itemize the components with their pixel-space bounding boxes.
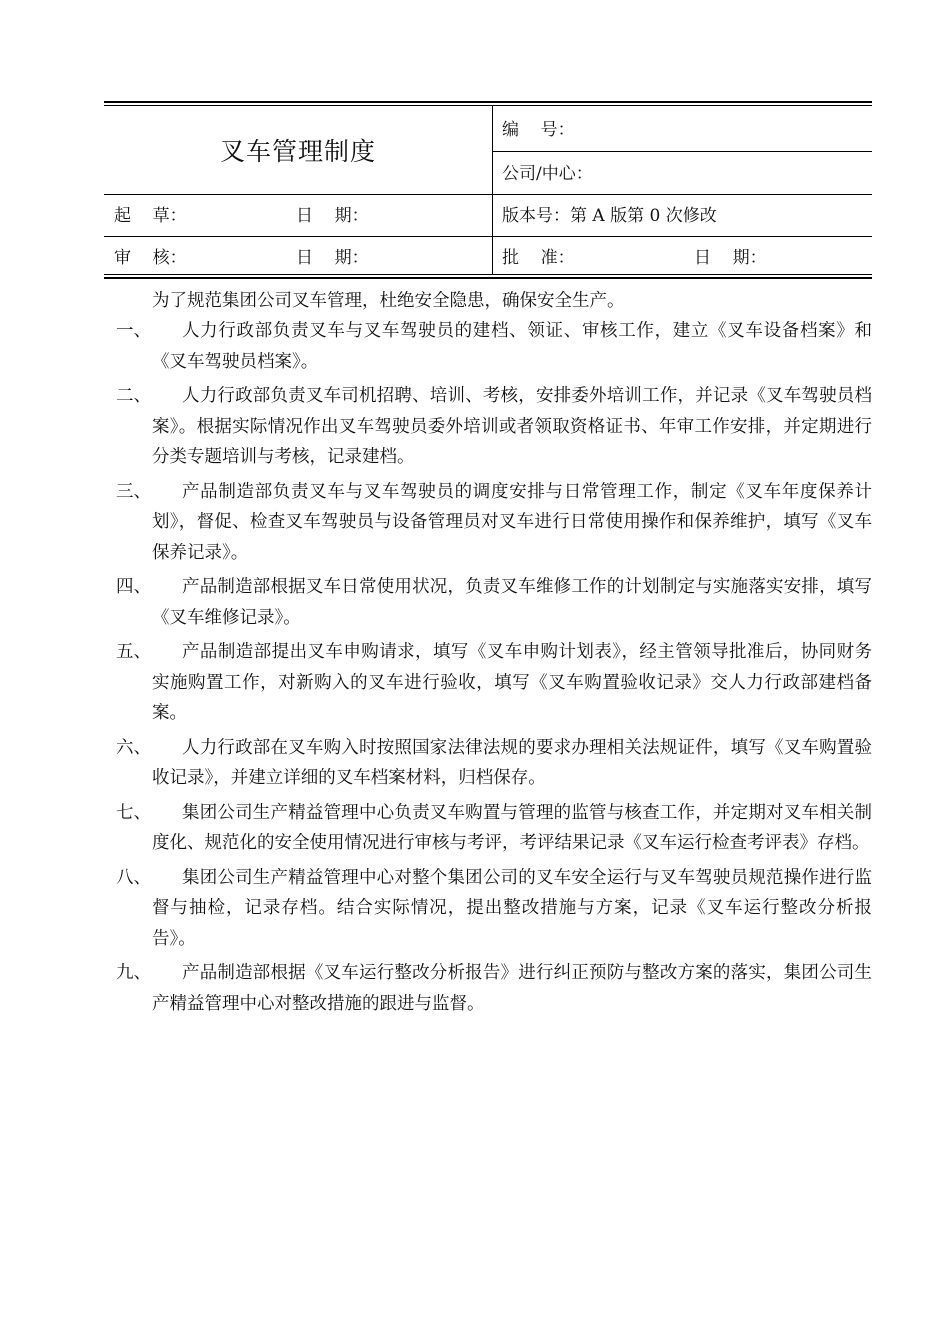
clause-item — [104, 637, 872, 729]
clause-number: 一、 — [116, 321, 151, 341]
clause-number: 八、 — [116, 867, 151, 888]
clause-number: 六、 — [116, 737, 151, 758]
clause-list — [104, 316, 872, 1023]
clause-number: 二、 — [116, 386, 151, 406]
clause-text: 产品制造部根据《叉车运行整改分析报告》进行纠正预防与整改方案的落实，集团公司生产精益管理中心对整改措施的跟进与监督。 — [152, 963, 872, 1014]
clause-item — [104, 316, 872, 377]
clause-item — [104, 572, 872, 633]
document-title: 叉车管理制度 — [219, 137, 376, 166]
clause-text: 集团公司生产精益管理中心负责叉车购置与管理的监管与核查工作，并定期对叉车相关制度化、规范化的安全使用情况进行审核与考评，考评结果记录《叉车运行检查考评表》存档。 — [152, 802, 872, 853]
review-label: 审 核： — [114, 248, 187, 268]
clause-text: 产品制造部负责叉车与叉车驾驶员的调度安排与日常管理工作，制定《叉车年度保养计划》，督促、检查叉车驾驶员与设备管理员对叉车进行日常使用操作和保养维护，填写《叉车保养记录》。 — [152, 481, 872, 563]
clause-number: 九、 — [116, 963, 151, 983]
clause-number: 七、 — [116, 802, 151, 823]
clause-text: 产品制造部根据叉车日常使用状况，负责叉车维修工作的计划制定与实施落实安排，填写《叉车维修记录》。 — [152, 577, 872, 628]
clause-item — [104, 863, 872, 955]
clause-text: 人力行政部负责叉车司机招聘、培训、考核，安排委外培训工作，并记录《叉车驾驶员档案》。根据实际情况作出叉车驾驶员委外培训或者领取资格证书、年审工作安排，并定期进行分类专题培训与考核，记录建档。 — [152, 386, 872, 467]
version-label: 版本号：第 A 版第 0 次修改 — [502, 206, 717, 226]
clause-text: 人力行政部在叉车购入时按照国家法律法规的要求办理相关法规证件，填写《叉车购置验收记录》，并建立详细的叉车档案材料，归档保存。 — [152, 737, 872, 788]
clause-text: 集团公司生产精益管理中心对整个集团公司的叉车安全运行与叉车驾驶员规范操作进行监督与抽检，记录存档。结合实际情况，提出整改措施与方案，记录《叉车运行整改分析报告》。 — [152, 867, 872, 949]
header-bottom-rule — [104, 277, 872, 279]
clause-number: 四、 — [116, 577, 151, 597]
clause-number: 三、 — [116, 481, 151, 502]
clause-item — [104, 477, 872, 569]
clause-text: 产品制造部提出叉车申购请求，填写《叉车申购计划表》，经主管领导批准后，协同财务实施购置工作，对新购入的叉车进行验收，填写《叉车购置验收记录》交人力行政部建档备案。 — [152, 642, 872, 723]
clause-text: 人力行政部负责叉车与叉车驾驶员的建档、领证、审核工作，建立《叉车设备档案》和《叉车驾驶员档案》。 — [152, 321, 872, 372]
clause-item — [104, 381, 872, 473]
review-date-label: 日 期： — [296, 248, 369, 268]
company-label: 公司/中心： — [502, 164, 593, 184]
header-grid — [104, 106, 872, 274]
draft-date-label: 日 期： — [296, 206, 369, 226]
approve-date-label: 日 期： — [694, 248, 767, 268]
approve-label: 批 准： — [502, 248, 575, 268]
draft-label: 起 草： — [114, 206, 187, 226]
intro-paragraph: 为了规范集团公司叉车管理，杜绝安全隐患，确保安全生产。 — [152, 291, 625, 311]
header-divider — [492, 106, 493, 274]
header-table — [104, 101, 872, 279]
clause-item — [104, 958, 872, 1019]
clause-item — [104, 798, 872, 859]
clause-item — [104, 733, 872, 794]
clause-number: 五、 — [116, 642, 151, 662]
serial-number-label: 编 号： — [502, 120, 575, 140]
